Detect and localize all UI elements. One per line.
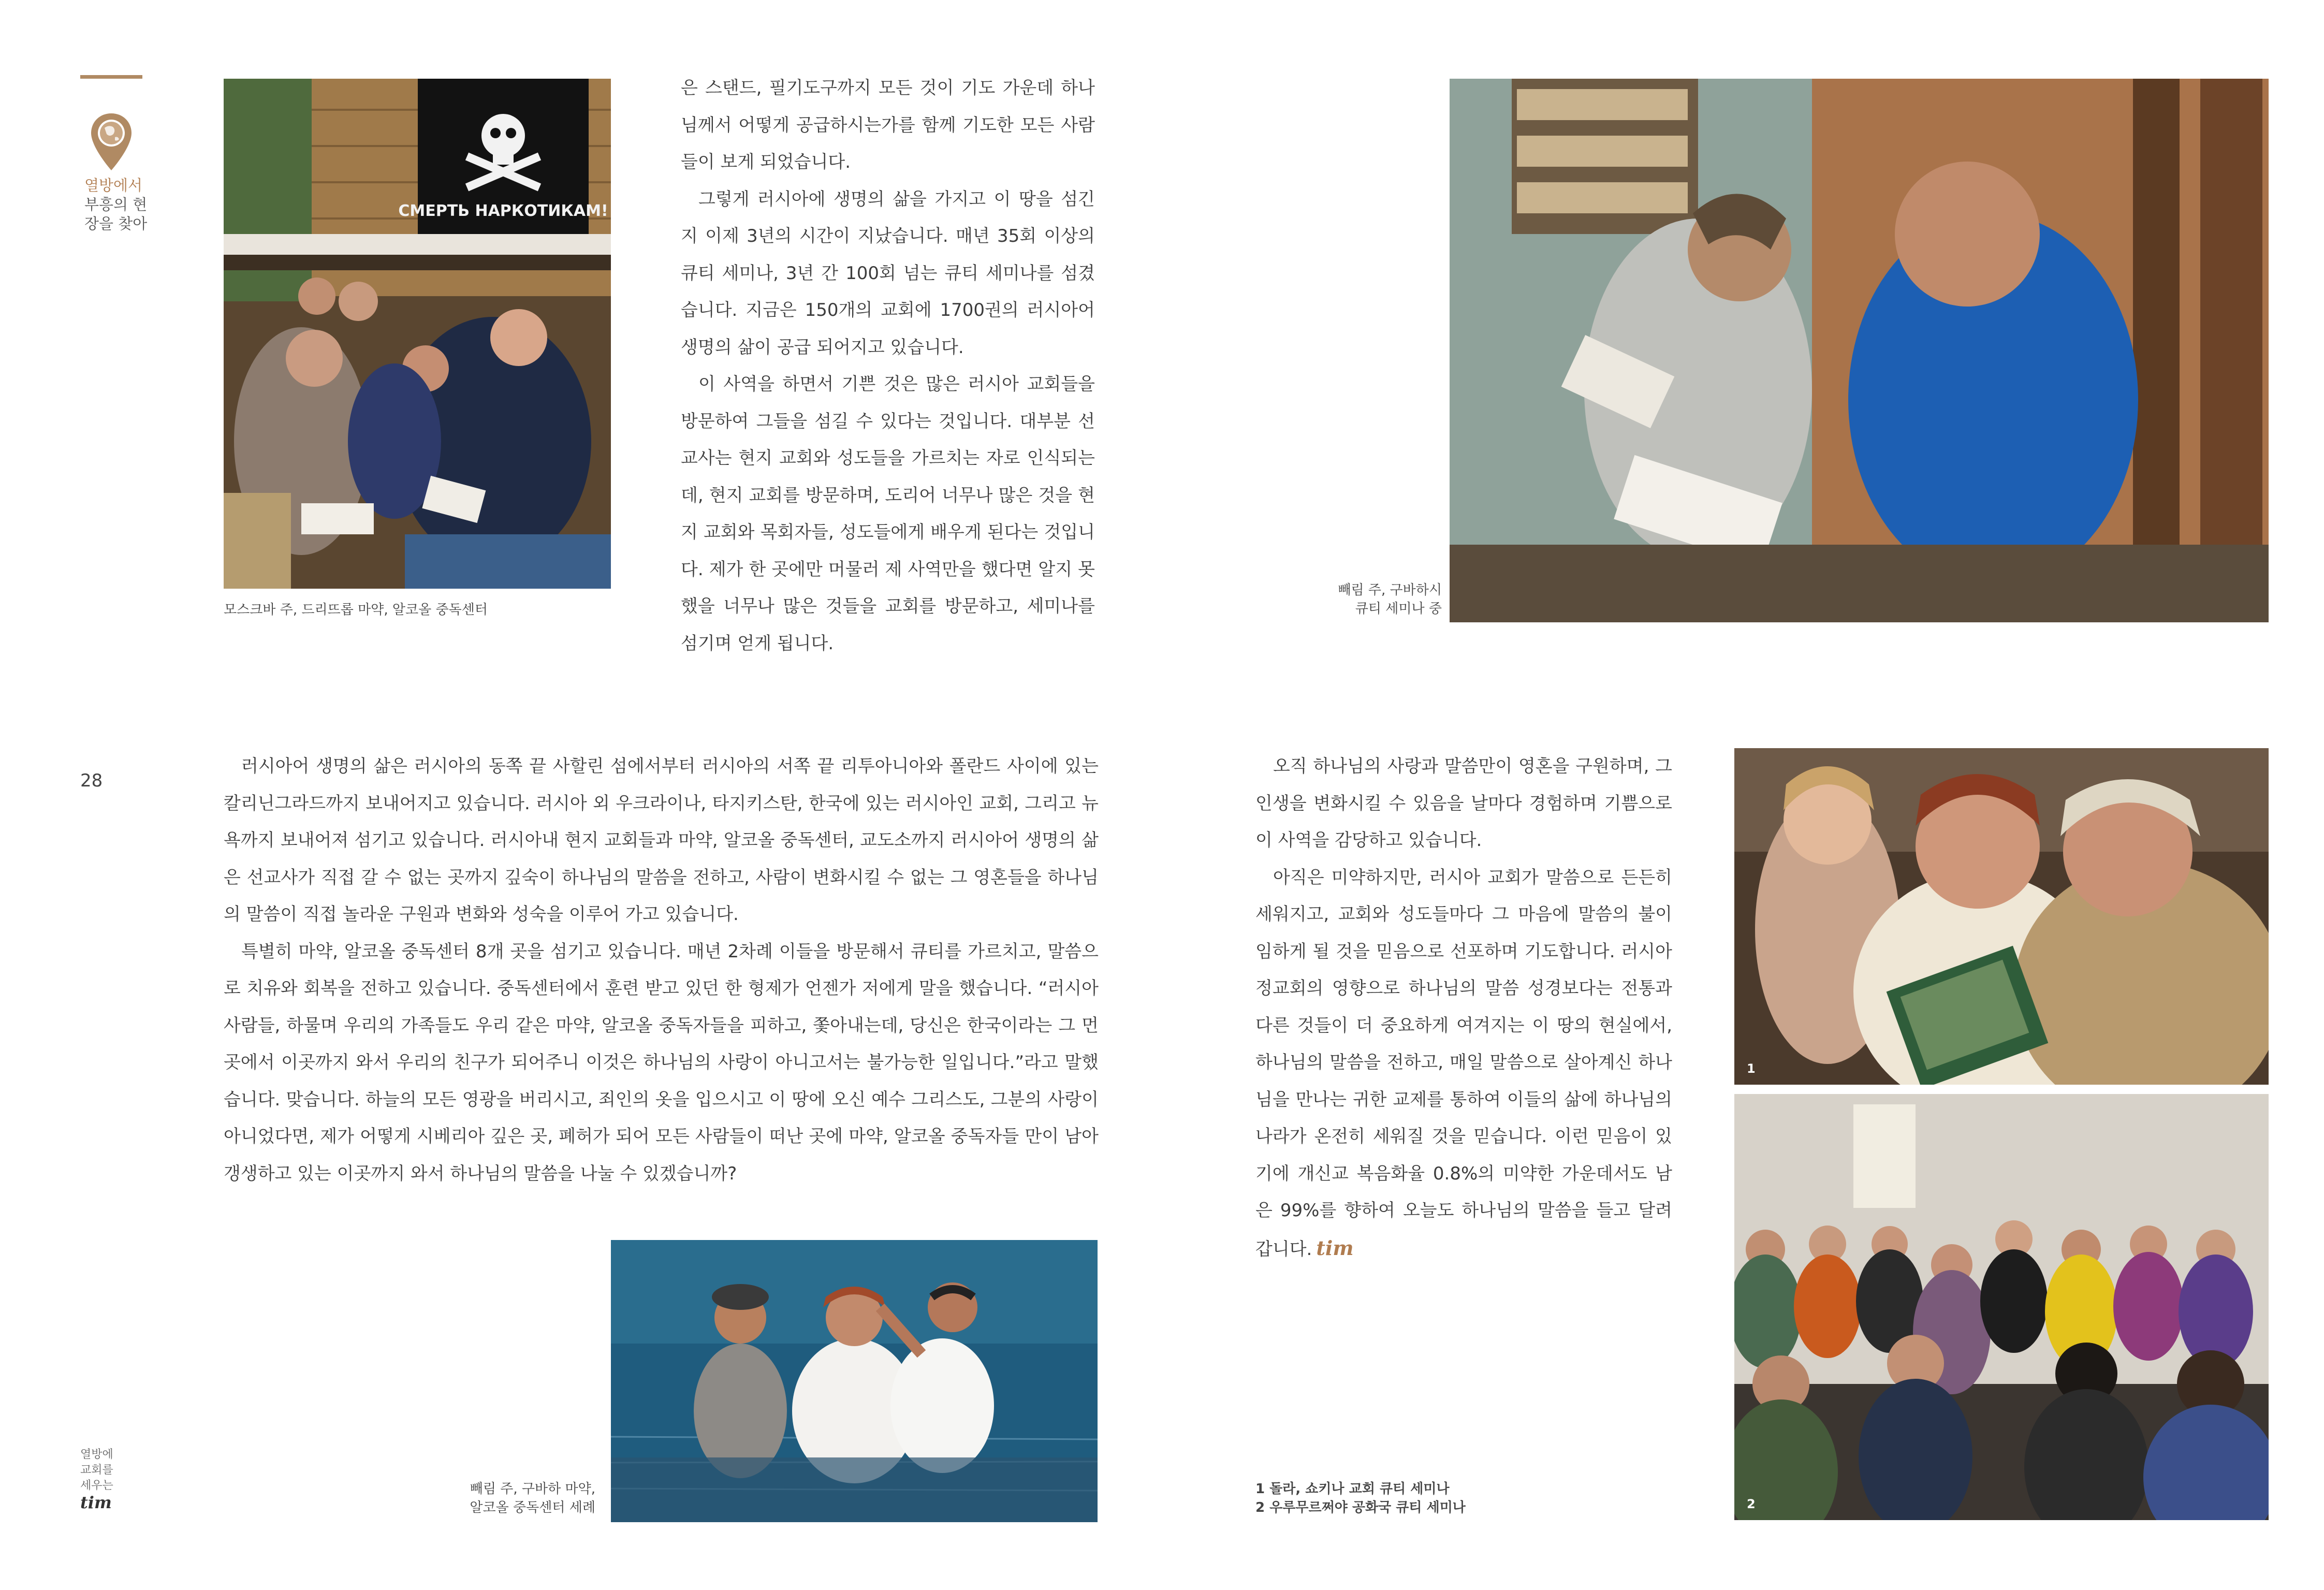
paragraph: 러시아어 생명의 삶은 러시아의 동쪽 끝 사할린 섬에서부터 러시아의 서쪽 끝 리투아니아와 폴란드 사이에 있는 칼리닌그라드까지 보내어지고 있습니다. 러시아 외 우크라이나, 타지키스탄, 한국에 있는 러시아인 교회, 그리고 뉴욕까지 보내어져 섬기고 있습니다. 러시아내 현지 교회들과 마약, 알코올 중독센터, 교도소까지 러시아어 생명의 삶은 선교사가 직접 갈 수 없는 곳까지 깊숙이 하나님의 말씀을 전하고, 사람이 변화시킬 수 없는 그 영혼들을 하나님의 말씀이 직접 놀라운 구원과 변화와 성숙을 이루어 가고 있습니다. [224,756,1099,925]
caption-line: 빼림 주, 구바하시 [1338,582,1442,598]
rehab-photo-caption: 모스크바 주, 드리뜨롭 마약, 알코올 중독센터 [224,602,488,618]
article-right-column [1255,748,1672,1268]
article-top-column [681,70,1095,662]
accent-rule [80,75,142,79]
bottom-photos-caption [1255,1480,1618,1517]
caption-line: 알코올 중독센터 세례 [470,1500,595,1515]
women-reading-photo [1734,748,2269,1085]
footer-brand [80,1447,142,1510]
photo-number: 2 [1747,1497,1756,1511]
caption-line: 빼림 주, 구바하 마약, [470,1481,595,1497]
footer-line-2: 교회를 [80,1464,113,1477]
caption-line: 2 우루무르쩌야 공화국 큐티 세미나 [1255,1500,1466,1515]
caption-line: 큐티 세미나 중 [1355,601,1442,617]
seminar-room-photo [1734,1094,2269,1520]
paragraph: 특별히 마약, 알코올 중독센터 8개 곳을 섬기고 있습니다. 매년 2차례 이들을 방문해서 큐티를 가르치고, 말씀으로 치유와 회복을 전하고 있습니다. 중독센터에서 훈련 받고 있던 한 형제가 언젠가 저에게 말을 했습니다. “러시아 사람들, 하물며 우리의 가족들도 우리 같은 마약, 알코올 중독자들을 피하고, 쫓아내는데, 당신은 한국이라는 그 먼 곳에서 이곳까지 와서 우리의 친구가 되어주니 이것은 하나님의 사랑이 아니고서는 불가능한 일입니다.”라고 말했습니다. 맞습니다. 하늘의 모든 영광을 버리시고, 죄인의 옷을 입으시고 이 땅에 오신 예수 그리스도, 그분의 사랑이 아니었다면, 제가 어떻게 시베리아 깊은 곳, 폐허가 되어 모든 사람들이 떠난 곳에 마약, 알코올 중독자들 만이 남아 갱생하고 있는 이곳까지 와서 하나님의 말씀을 나눌 수 있겠습니까? [224,941,1099,1184]
section-title-rest: 부흥의 현장을 찾아 [84,196,148,232]
paragraph: 오직 하나님의 사랑과 말씀만이 영혼을 구원하며, 그 인생을 변화시킬 수 있음을 날마다 경험하며 기쁨으로 이 사역을 감당하고 있습니다. [1255,756,1672,851]
rehab-center-photo [224,79,611,589]
footer-line-3: 세우는 [80,1479,113,1492]
paragraph: 은 스탠드, 필기도구까지 모든 것이 기도 가운데 하나님께서 어떻게 공급하시는가를 함께 기도한 모든 사람들이 보게 되었습니다. [681,78,1095,172]
baptism-photo-caption [414,1480,595,1517]
footer-line-1: 열방에 [80,1448,113,1461]
signature-logo: tim [1316,1236,1354,1260]
paragraph [1255,859,1672,1268]
location-pin-icon [89,111,134,172]
article-middle-column [224,748,1099,1192]
caption-line: 1 돌라, 쇼키나 교회 큐티 세미나 [1255,1481,1450,1497]
paragraph: 그렇게 러시아에 생명의 삶을 가지고 이 땅을 섬긴 지 이제 3년의 시간이 지났습니다. 매년 35회 이상의 큐티 세미나, 3년 간 100회 넘는 큐티 세미나를 섬겼습니다. 지금은 150개의 교회에 1700권의 러시아어 생명의 삶이 공급 되어지고 있습니다. [681,188,1095,358]
footer-logo: tim [80,1493,112,1512]
readers-photo [1450,79,2269,622]
photo-number: 1 [1747,1061,1756,1076]
section-title [84,176,157,234]
baptism-photo [611,1240,1098,1522]
page-number: 28 [80,770,103,791]
paragraph: 이 사역을 하면서 기쁜 것은 많은 러시아 교회들을 방문하여 그들을 섬길 수 있다는 것입니다. 대부분 선교사는 현지 교회와 성도들을 가르치는 자로 인식되는데, 현지 교회를 방문하며, 도리어 너무나 많은 것을 현지 교회와 목회자들, 성도들에게 배우게 된다는 것입니다. 제가 한 곳에만 머물러 제 사역만을 했다면 알지 못했을 너무나 많은 것들을 교회를 방문하고, 세미나를 섬기며 얻게 됩니다. [681,374,1095,654]
banner-text: СМЕРТЬ НАРКОТИКАМ! [398,202,608,220]
section-title-highlight: 열방에서 [84,177,143,194]
paragraph-text: 아직은 미약하지만, 러시아 교회가 말씀으로 든든히 세워지고, 교회와 성도들마다 그 마음에 말씀의 불이 임하게 될 것을 믿음으로 선포하며 기도합니다. 러시아 정교회의 영향으로 하나님의 말씀 성경보다는 전통과 다른 것들이 더 중요하게 여겨지는 이 땅의 현실에서, 하나님의 말씀을 전하고, 매일 말씀으로 살아계신 하나님을 만나는 귀한 교제를 통하여 이들의 삶에 하나님의 나라가 온전히 세워질 것을 믿습니다. 이런 믿음이 있기에 개신교 복음화율 0.8%의 미약한 가운데서도 남은 99%를 향하여 오늘도 하나님의 말씀을 들고 달려갑니다. [1255,867,1672,1260]
readers-photo-caption [1274,581,1442,618]
